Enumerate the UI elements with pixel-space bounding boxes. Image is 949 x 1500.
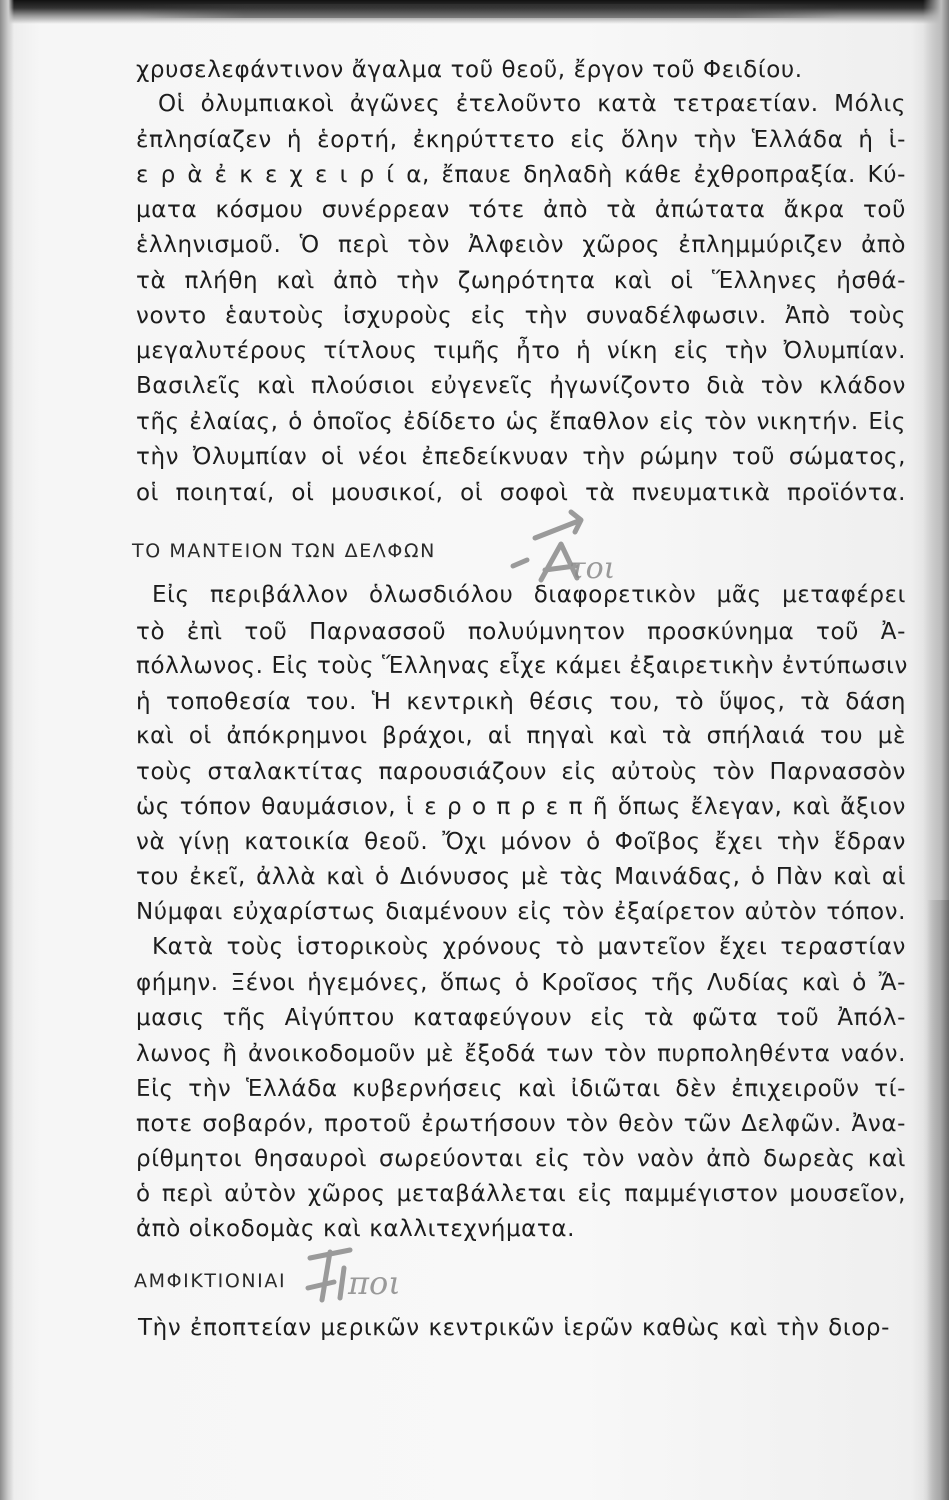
pencil-note-2: ποι [348,1264,401,1302]
text-line: Εἰς περιβάλλον ὁλωσδιόλου διαφορετικὸν μᾶς μεταφέρει [152,582,906,608]
text-line: ἀπὸ οἰκοδομὰς καὶ καλλιτεχνήματα. [136,1216,576,1242]
section-heading-delphi: ΤΟ ΜΑΝΤΕΙΟΝ ΤΩΝ ΔΕΛΦΩΝ [132,540,436,562]
text-line: Νύμφαι εὐχαρίστως διαμένουν εἰς τὸν ἐξαίρετον αὐτὸν τόπον. [136,899,906,925]
text-line: Βασιλεῖς καὶ πλούσιοι εὐγενεῖς ἠγωνίζοντο διὰ τὸν κλάδον [136,373,906,399]
text-line: ὁ περὶ αὐτὸν χῶρος μεταβάλλεται εἰς παμμέγιστον μουσεῖον, [136,1181,906,1207]
text-line: τὴν Ὀλυμπίαν οἱ νέοι ἐπεδείκνυαν τὴν ρώμην τοῦ σώματος, [136,444,906,470]
section-heading-amphictyonies: ΑΜΦΙΚΤΙΟΝΙΑΙ [134,1270,287,1292]
text-line: οἱ ποιηταί, οἱ μουσικοί, οἱ σοφοὶ τὰ πνευματικὰ προϊόντα. [136,480,906,506]
text-line: του ἐκεῖ, ἀλλὰ καὶ ὁ Διόνυσος μὲ τὰς Μαινάδας, ὁ Πὰν καὶ αἱ [136,864,906,890]
text-line: Τὴν ἐποπτείαν μερικῶν κεντρικῶν ἱερῶν καθὼς καὶ τὴν διορ- [138,1315,890,1341]
text-line: τῆς ἐλαίας, ὁ ὁποῖος ἐδίδετο ὡς ἔπαθλον εἰς τὸν νικητήν. Εἰς [136,409,906,435]
top-edge-shadow [140,4,840,18]
text-line: ὡς τόπον θαυμάσιον, ἱ ε ρ ο π ρ ε π ῆ ὅπως ἔλεγαν, καὶ ἄξιον [136,794,906,820]
text-line: ἐπλησίαζεν ἡ ἑορτή, ἐκηρύττετο εἰς ὅλην τὴν Ἑλλάδα ἡ ἱ- [136,127,906,153]
text-line: Εἰς τὴν Ἑλλάδα κυβερνήσεις καὶ ἰδιῶται δὲν ἐπιχειροῦν τί- [136,1076,906,1102]
text-line: τοὺς σταλακτίτας παρουσιάζουν εἰς αὐτοὺς τὸν Παρνασσὸν [136,759,906,785]
text-line: ποτε σοβαρόν, προτοῦ ἐρωτήσουν τὸν θεὸν τῶν Δελφῶν. Ἀνα- [136,1111,906,1137]
text-line: μεγαλυτέρους τίτλους τιμῆς ἦτο ἡ νίκη εἰς τὴν Ὀλυμπίαν. [136,338,906,364]
text-line: λωνος ἢ ἀνοικοδομοῦν μὲ ἔξοδά των τὸν πυρποληθέντα ναόν. [136,1041,906,1067]
text-line: καὶ οἱ ἀπόκρημνοι βράχοι, αἱ πηγαὶ καὶ τὰ σπήλαιά του μὲ [136,723,906,749]
pencil-arrow-annotation [505,500,625,590]
left-page-edge [0,0,14,1500]
pencil-note-annotation [300,1238,440,1318]
text-line: ε ρ ὰ ἐ κ ε χ ε ι ρ ί α, ἔπαυε δηλαδὴ κάθε ἐχθροπραξία. Κύ- [136,162,906,188]
pencil-note-1: τοι [569,551,616,586]
text-line: νοντο ἑαυτοὺς ἰσχυροὺς εἰς τὴν συναδέλφωσιν. Ἀπὸ τοὺς [136,303,906,329]
text-line: τὰ πλήθη καὶ ἀπὸ τὴν ζωηρότητα καὶ οἱ Ἕλληνες ἠσθά- [136,268,906,294]
right-edge-tear [927,900,949,1500]
text-line: Κατὰ τοὺς ἱστορικοὺς χρόνους τὸ μαντεῖον ἔχει τεραστίαν [152,934,906,960]
text-line: τὸ ἐπὶ τοῦ Παρνασσοῦ πολυύμνητον προσκύνημα τοῦ Ἀ- [136,619,906,645]
text-line: φήμην. Ξένοι ἡγεμόνες, ὅπως ὁ Κροῖσος τῆς Λυδίας καὶ ὁ Ἄ- [136,970,906,996]
text-line: νὰ γίνῃ κατοικία θεοῦ. Ὄχι μόνον ὁ Φοῖβος ἔχει τὴν ἕδραν [136,829,906,855]
text-line: μασις τῆς Αἰγύπτου καταφεύγουν εἰς τὰ φῶτα τοῦ Ἀπόλ- [136,1005,906,1031]
text-line: ρίθμητοι θησαυροὶ σωρεύονται εἰς τὸν ναὸν ἀπὸ δωρεὰς καὶ [136,1146,906,1172]
text-line: ἑλληνισμοῦ. Ὁ περὶ τὸν Ἀλφειὸν χῶρος ἐπλημμύριζεν ἀπὸ [136,232,906,258]
text-line: πόλλωνος. Εἰς τοὺς Ἕλληνας εἶχε κάμει ἐξαιρετικὴν ἐντύπωσιν [136,653,908,679]
text-line: ἡ τοποθεσία του. Ἡ κεντρικὴ θέσις του, τὸ ὕψος, τὰ δάση [136,689,906,715]
text-line: χρυσελεφάντινον ἄγαλμα τοῦ θεοῦ, ἔργον τοῦ Φειδίου. [136,57,803,83]
text-line: Οἱ ὀλυμπιακοὶ ἀγῶνες ἐτελοῦντο κατὰ τετραετίαν. Μόλις [158,91,906,117]
text-line: ματα κόσμου συνέρρεαν τότε ἀπὸ τὰ ἀπώτατα ἄκρα τοῦ [136,197,906,223]
